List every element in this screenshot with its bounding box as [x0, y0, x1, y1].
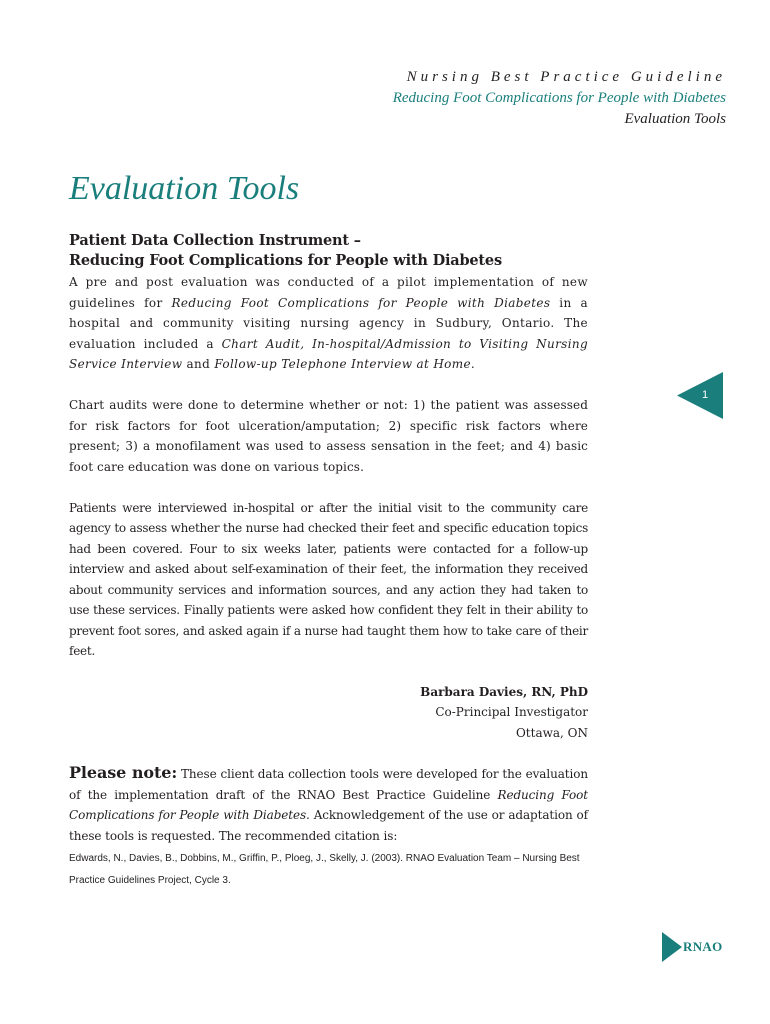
- note-lead: Please note:: [69, 763, 178, 782]
- note-text-1: These client data collection tools were developed for the evaluation of the implementation draft of the RNAO Best Practice Guideline: [69, 767, 588, 802]
- note-paragraph: [69, 763, 588, 846]
- body-text: [69, 272, 588, 867]
- subtitle-line-1: Patient Data Collection Instrument –: [69, 232, 361, 249]
- note-italic: Reducing Foot Complications for People with Diabetes.: [69, 787, 588, 822]
- header-section: Evaluation Tools: [624, 111, 726, 127]
- header-guideline: Nursing Best Practice Guideline: [406, 69, 726, 85]
- signature-location: Ottawa, ON: [515, 725, 588, 740]
- intro-paragraph: [69, 272, 588, 375]
- subtitle: [69, 231, 589, 271]
- header-guideline-title: Reducing Foot Complications for People with Diabetes: [392, 90, 726, 106]
- intro-italic-3: Follow-up Telephone Interview at Home.: [214, 357, 476, 371]
- page-title: Evaluation Tools: [69, 170, 300, 207]
- intro-text-3: and: [182, 357, 215, 371]
- signature-block: [69, 682, 588, 744]
- intro-italic-2: Chart Audit, In-hospital/Admission to Visiting Nursing Service Interview: [69, 336, 588, 371]
- note-text-2: Acknowledgement of the use or adaptation of these tools is requested. The recommended citation is:: [69, 808, 588, 843]
- page-tab-number: 1: [701, 389, 709, 401]
- signature-name: Barbara Davies, RN, PhD: [420, 684, 588, 699]
- intro-italic-1: Reducing Foot Complications for People with Diabetes: [171, 295, 551, 310]
- running-header: [226, 66, 726, 130]
- citation: Edwards, N., Davies, B., Dobbins, M., Griffin, P., Ploeg, J., Skelly, J. (2003). RNAO Evaluation Team – Nursing Best Practice Guidelines Project, Cycle 3.: [69, 853, 580, 886]
- subtitle-line-2: Reducing Foot Complications for People with Diabetes: [69, 252, 502, 269]
- intro-text-2: in a hospital and community visiting nursing agency in Sudbury, Ontario. The evaluation included a: [69, 295, 588, 351]
- intro-text-1: A pre and post evaluation was conducted of a pilot implementation of new guidelines for: [69, 275, 588, 310]
- rnao-logo-text: RNAO: [683, 939, 723, 954]
- chart-audit-paragraph: Chart audits were done to determine whether or not: 1) the patient was assessed for risk factors for foot ulceration/amputation; 2) specific risk factors where present; 3) a monofilament was used to assess sensation in the feet; and 4) basic foot care education was done on various topics.: [69, 398, 588, 474]
- signature-role: Co-Principal Investigator: [435, 705, 588, 719]
- patients-paragraph: Patients were interviewed in-hospital or after the initial visit to the community care agency to assess whether the nurse had checked their feet and specific education topics had been covered. Four to six weeks later, patients were contacted for a follow-up interview and asked about self-examination of their feet, the information they received about community services and information sources, and any action they had taken to use these services. Finally patients were asked how confident they felt in their ability to prevent foot sores, and asked again if a nurse had taught them how to take care of their feet.: [69, 500, 588, 658]
